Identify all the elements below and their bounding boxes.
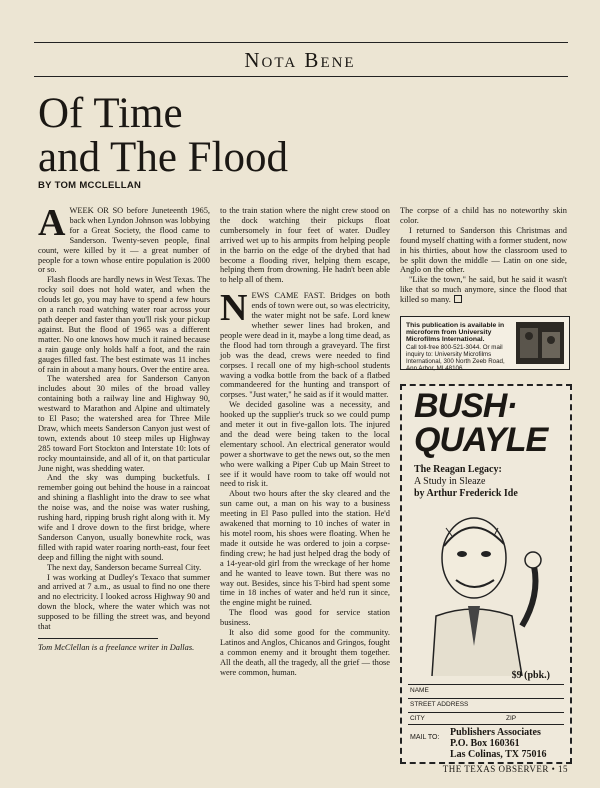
caricature-illustration-icon xyxy=(412,506,562,676)
book-price: $9 (pbk.) xyxy=(511,670,550,681)
book-title-line-2: QUAYLE xyxy=(414,421,548,459)
order-rule-4 xyxy=(408,724,564,725)
col2-paragraph-6: It also did some good for the community. Latinos and Anglos, Chicanos and Gringos, fought a common enemy and it brought them together. All the death, all the tragedy, all the grief — those were common, human. xyxy=(220,628,390,677)
col1-paragraph-5: The next day, Sanderson became Surreal City. xyxy=(47,562,202,572)
microfilm-image-icon xyxy=(516,322,564,364)
col2-paragraph-5: The flood was good for service station business. xyxy=(220,608,390,628)
col3-p3-text: "Like the town," he said, but he said it wasn't like that so much anymore, since the flood that killed so many. xyxy=(400,275,567,305)
col2-paragraph-1: to the train station where the night crew stood on the dock watching their pickups float cumbersomely in four feet of water. Dudley arrived wet up to his armpits from helping people in the barrio on the edge of the drybed that had become a flooding river, helping them escape, helping them from drowning. He hadn't been able to help all of them. xyxy=(220,206,390,285)
author-caption: Tom McClellan is a freelance writer in Dallas. xyxy=(38,642,195,652)
microform-ad-text xyxy=(406,322,514,372)
col2-paragraph-3: We decided gasoline was a necessity, and hooked up the supplier's truck so we could pump and meter it out in five-gallon lots. The injured and the dead were being taken to the local elementary school. An electrical generator would power a shortwave to get the news out, so the men who were walking a Piper Cub up Main Street to see if it would have room to take off would not need to risk it. xyxy=(220,400,390,489)
article-column-3 xyxy=(400,206,567,305)
headline xyxy=(38,92,288,180)
order-rule-1 xyxy=(408,684,564,685)
book-subtitle-block xyxy=(414,464,518,500)
col2-paragraph-2 xyxy=(220,287,390,400)
microform-ad-headline: This publication is available in microform from University Microfilms International. xyxy=(406,322,505,344)
col3-paragraph-2: I returned to Sanderson this Christmas and found myself chatting with a former student, now in his thirties, about how the classroom used to be split down the middle — Latin on one side, Anglo on the other. xyxy=(400,225,567,275)
col3-paragraph-1: The corpse of a child has no noteworthy skin color. xyxy=(400,206,567,225)
col1-paragraph-6: I was working at Dudley's Texaco that summer and arrived at 7 a.m., as usual to find no one there and no electricity. I looked across Highway 90 and down the block, where the water which was not supposed to be filling the street was, and beyond that xyxy=(38,572,210,632)
col3-paragraph-3 xyxy=(400,275,567,305)
drop-cap-a: A xyxy=(38,202,66,244)
mail-to-label: MAIL TO: xyxy=(410,734,440,741)
col1-paragraph-4: And the sky was dumping bucketfuls. I remember going out behind the house in a raincoat and shining a flashlight into the draw to see what the noise was, and the noise was water rushing, rushing hard, ripping brush right along with it. My wife and I drove down to the first bridge, where Sanderson Canyon, usually bonewhite rock, was filled with rapid water roaring north-east, four feet deep and filling the night with sound. xyxy=(38,473,210,562)
page-footer: THE TEXAS OBSERVER • 15 xyxy=(442,764,568,774)
order-field-address[interactable]: STREET ADDRESS xyxy=(410,701,469,708)
microform-ad xyxy=(400,316,570,373)
book-ad xyxy=(400,384,572,764)
caption-divider xyxy=(38,638,158,639)
publisher-city: Las Colinas, TX 75016 xyxy=(450,749,547,760)
publisher-po-box: P.O. Box 160361 xyxy=(450,738,520,749)
col1-paragraph-1 xyxy=(38,202,210,275)
col1-paragraph-2: Flash floods are hardly news in West Texas. The rocky soil does not hold water, and when the clouds let go, you may have to spend a few hours on a ranch road watching water roar across your path deeper and faster than you'll risk your pickup against. But the flood of 1965 was a different matter. No one knows how much it rained because a rain gauge only holds half a foot, and the rain gauges filled fast. The best estimate was 11 inches of rain in about a many hours. Over the entire area. xyxy=(38,275,210,374)
microfilm-reels-icon xyxy=(516,322,564,364)
book-subtitle-2: A Study in Sleaze xyxy=(414,476,486,487)
article-column-2 xyxy=(220,206,390,678)
publisher-name: Publishers Associates xyxy=(450,727,541,738)
book-subtitle: The Reagan Legacy: xyxy=(414,464,502,475)
header-rule-top xyxy=(34,42,568,43)
end-mark-icon xyxy=(454,295,462,303)
byline: BY TOM MCCLELLAN xyxy=(38,180,142,191)
publisher-address xyxy=(450,727,547,760)
headline-line-1: Of Time xyxy=(38,90,183,137)
col1-p1-text: WEEK OR SO before Juneteenth 1965, back when Lyndon Johnson was lobbying for a Great Society, the flood came to Sanderson. Twenty-seven people, final count, were killed by it — a great number of people for a town whose entire population is 2000 or so. xyxy=(38,206,210,275)
order-field-zip[interactable]: ZIP xyxy=(506,715,517,722)
header-rule-bottom xyxy=(34,76,568,77)
col1-paragraph-3: The watershed area for Sanderson Canyon includes about 30 miles of the broad valley containing both a railway line and Highway 90, westward to Marathon and Alpine and ultimately to El Paso; the watershed area for Three Mile Draw, which meets Sanderson Canyon just west of town, extends about 10 steep miles up Highway 285 toward Fort Stockton and Interstate 10: lots of rocky mountainside, and all of it, on that particular June night, was shedding water. xyxy=(38,374,210,473)
book-author: by Arthur Frederick Ide xyxy=(414,488,518,499)
headline-line-2: and The Flood xyxy=(38,134,289,181)
section-label: Nota Bene xyxy=(244,48,356,72)
drop-cap-n: N xyxy=(220,287,248,330)
col2-paragraph-4: About two hours after the sky cleared and the sun came out, a man on his way to a business meeting in El Paso pulled into the station. He'd awakened that morning to 10 inches of water in his motel room, his shoes were floating. When he made it outside he was ordered to join a corpse-finding crew; he had just helped drag the body of a 14-year-old girl from the wreckage of her home and he wanted to leave town. But there was no way out. Besides, since his T-bird had spent some time in 18 inches of water and he'd run it since, the engine might be ruined. xyxy=(220,489,390,608)
col2-p2-text: EWS CAME FAST. Bridges on both ends of town were out, so was electricity, the water might not be safe. Lord knew whether sewer lines had broken, and people were dead in it, maybe a long time dead, as the flood had torn through a graveyard. The first job was the dead, crews were needed to find corpses. I recall one of my high-school students waving a vodka bottle from the back of a flatbed commandeered for the hunting and transport of corpses. "Just water," he said as if it would matter. xyxy=(220,291,390,400)
order-field-city[interactable]: CITY xyxy=(410,715,425,722)
order-field-name[interactable]: NAME xyxy=(410,687,429,694)
book-title-line-1: BUSH· xyxy=(414,387,517,425)
order-rule-2 xyxy=(408,698,564,699)
article-column-1 xyxy=(38,202,210,653)
microform-ad-contact: Call toll-free 800-521-3044. Or mail inquiry to: University Microfilms International, 300 North Zeeb Road, Ann Arbor, MI 48106. xyxy=(406,343,505,373)
order-rule-3 xyxy=(408,712,564,713)
